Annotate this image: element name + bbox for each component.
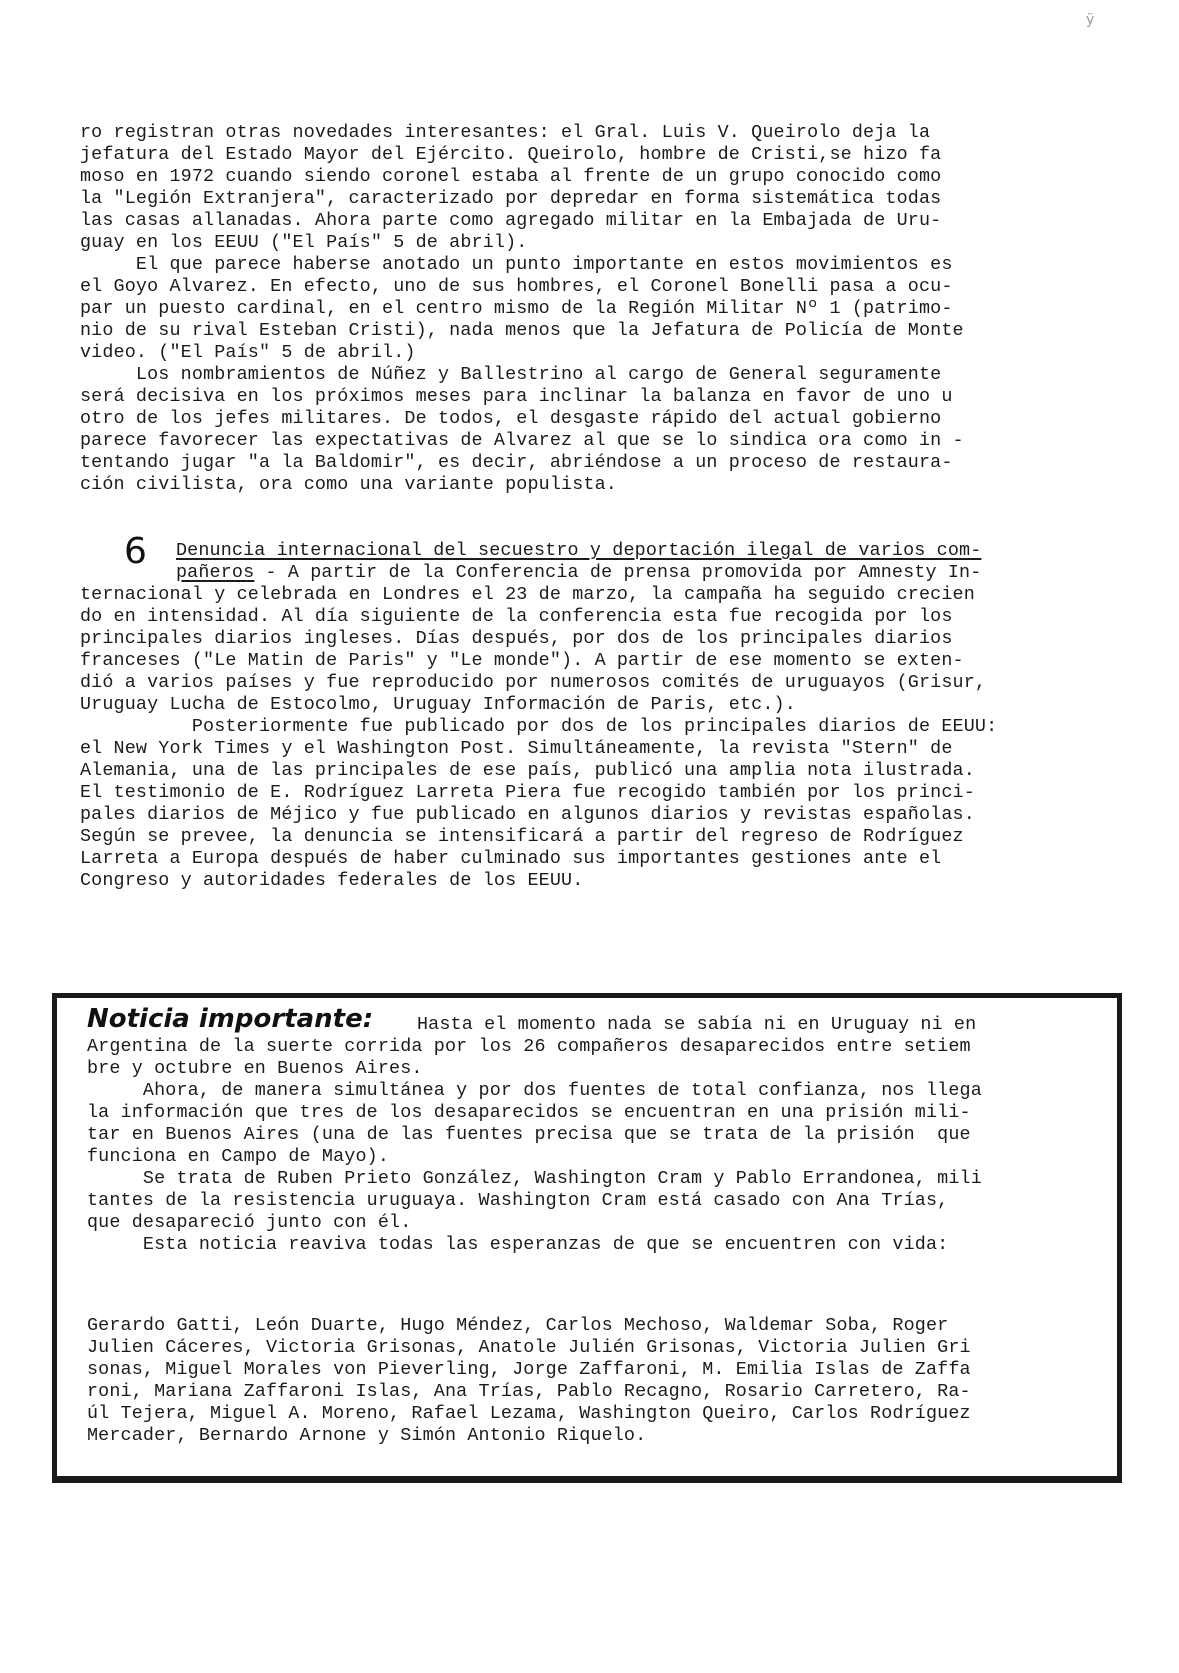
names-line: úl Tejera, Miguel A. Moreno, Rafael Lezama, Washington Queiro, Carlos Rodríguez	[87, 1403, 971, 1424]
text-line	[176, 562, 981, 584]
text-line: jefatura del Estado Mayor del Ejército. Queirolo, hombre de Cristi,se hizo fa	[80, 144, 942, 165]
text-line: ro registran otras novedades interesantes: el Gral. Luis V. Queirolo deja la	[80, 122, 931, 143]
names-line: Julien Cáceres, Victoria Grisonas, Anatole Julién Grisonas, Victoria Julien Gri	[87, 1337, 971, 1358]
text-line: Ahora, de manera simultánea y por dos fuentes de total confianza, nos llega	[87, 1080, 982, 1101]
text-line: tantes de la resistencia uruguaya. Washington Cram está casado con Ana Trías,	[87, 1190, 949, 1211]
names-line: Gerardo Gatti, León Duarte, Hugo Méndez, Carlos Mechoso, Waldemar Soba, Roger	[87, 1315, 949, 1336]
text-line: bre y octubre en Buenos Aires.	[87, 1058, 423, 1079]
text-line: video. ("El País" 5 de abril.)	[80, 342, 416, 363]
names-line: sonas, Miguel Morales von Pieverling, Jorge Zaffaroni, M. Emilia Islas de Zaffa	[87, 1359, 971, 1380]
names-line: Mercader, Bernardo Arnone y Simón Antonio Riquelo.	[87, 1425, 647, 1446]
text-line: que desapareció junto con él.	[87, 1212, 412, 1233]
text-line: El que parece haberse anotado un punto importante en estos movimientos es	[80, 254, 953, 275]
text-line: tar en Buenos Aires (una de las fuentes precisa que se trata de la prisión que	[87, 1124, 971, 1145]
text-line: será decisiva en los próximos meses para inclinar la balanza en favor de uno u	[80, 386, 953, 407]
text-line: pales diarios de Méjico y fue publicado en algunos diarios y revistas españolas.	[80, 804, 975, 825]
text-line: Larreta a Europa después de haber culminado sus importantes gestiones ante el	[80, 848, 942, 869]
text-line: do en intensidad. Al día siguiente de la conferencia esta fue recogida por los	[80, 606, 953, 627]
text-line: Esta noticia reaviva todas las esperanzas de que se encuentren con vida:	[87, 1234, 949, 1255]
text-line: nio de su rival Esteban Cristi), nada menos que la Jefatura de Policía de Monte	[80, 320, 964, 341]
text-line: tentando jugar "a la Baldomir", es decir, abriéndose a un proceso de restaura-	[80, 452, 953, 473]
notice-title: Noticia importante:	[87, 1004, 374, 1034]
text-line: la "Legión Extranjera", caracterizado por depredar en forma sistemática todas	[80, 188, 942, 209]
text-line: Se trata de Ruben Prieto González, Washington Cram y Pablo Errandonea, mili	[87, 1168, 982, 1189]
text-line: Argentina de la suerte corrida por los 26 compañeros desaparecidos entre setiem	[87, 1036, 971, 1057]
text-line: Los nombramientos de Núñez y Ballestrino al cargo de General seguramente	[80, 364, 942, 385]
text-line: dió a varios países y fue reproducido por numerosos comités de uruguayos (Grisur,	[80, 672, 987, 693]
text-line: Uruguay Lucha de Estocolmo, Uruguay Información de Paris, etc.).	[80, 694, 796, 715]
text-line: guay en los EEUU ("El País" 5 de abril).	[80, 232, 528, 253]
text-line: franceses ("Le Matin de Paris" y "Le monde"). A partir de ese momento se exten-	[80, 650, 964, 671]
section-title-end: pañeros	[176, 562, 255, 583]
notice-box	[52, 993, 1122, 1483]
names-line: roni, Mariana Zaffaroni Islas, Ana Trías, Pablo Recagno, Rosario Carretero, Ra-	[87, 1381, 971, 1402]
section-number: 6	[124, 531, 147, 572]
text-line: ternacional y celebrada en Londres el 23 de marzo, la campaña ha seguido crecien	[80, 584, 975, 605]
text-line: Congreso y autoridades federales de los EEUU.	[80, 870, 584, 891]
margin-mark: ÿ	[1086, 12, 1095, 28]
text-line: ción civilista, ora como una variante populista.	[80, 474, 617, 495]
text-line: otro de los jefes militares. De todos, el desgaste rápido del actual gobierno	[80, 408, 942, 429]
text-line: El testimonio de E. Rodríguez Larreta Piera fue recogido también por los princi-	[80, 782, 975, 803]
section-lead: - A partir de la Conferencia de prensa promovida por Amnesty In-	[254, 562, 982, 583]
text-line: las casas allanadas. Ahora parte como agregado militar en la Embajada de Uru-	[80, 210, 942, 231]
text-line: el New York Times y el Washington Post. Simultáneamente, la revista "Stern" de	[80, 738, 953, 759]
text-line: Según se prevee, la denuncia se intensificará a partir del regreso de Rodríguez	[80, 826, 964, 847]
text-line: moso en 1972 cuando siendo coronel estaba al frente de un grupo conocido como	[80, 166, 942, 187]
text-line: principales diarios ingleses. Días después, por dos de los principales diarios	[80, 628, 953, 649]
text-line: la información que tres de los desaparecidos se encuentran en una prisión mili-	[87, 1102, 971, 1123]
section-title-line: Denuncia internacional del secuestro y deportación ilegal de varios com-	[176, 540, 982, 561]
text-line: Alemania, una de las principales de ese país, publicó una amplia nota ilustrada.	[80, 760, 975, 781]
text-line: par un puesto cardinal, en el centro mismo de la Región Militar Nº 1 (patrimo-	[80, 298, 953, 319]
text-line: Hasta el momento nada se sabía ni en Uruguay ni en	[417, 1014, 977, 1035]
text-line: funciona en Campo de Mayo).	[87, 1146, 390, 1167]
text-line: parece favorecer las expectativas de Alvarez al que se lo sindica ora como in -	[80, 430, 964, 451]
text-line: el Goyo Alvarez. En efecto, uno de sus hombres, el Coronel Bonelli pasa a ocu-	[80, 276, 953, 297]
section-title	[176, 540, 981, 562]
text-line: Posteriormente fue publicado por dos de los principales diarios de EEUU:	[80, 716, 998, 737]
